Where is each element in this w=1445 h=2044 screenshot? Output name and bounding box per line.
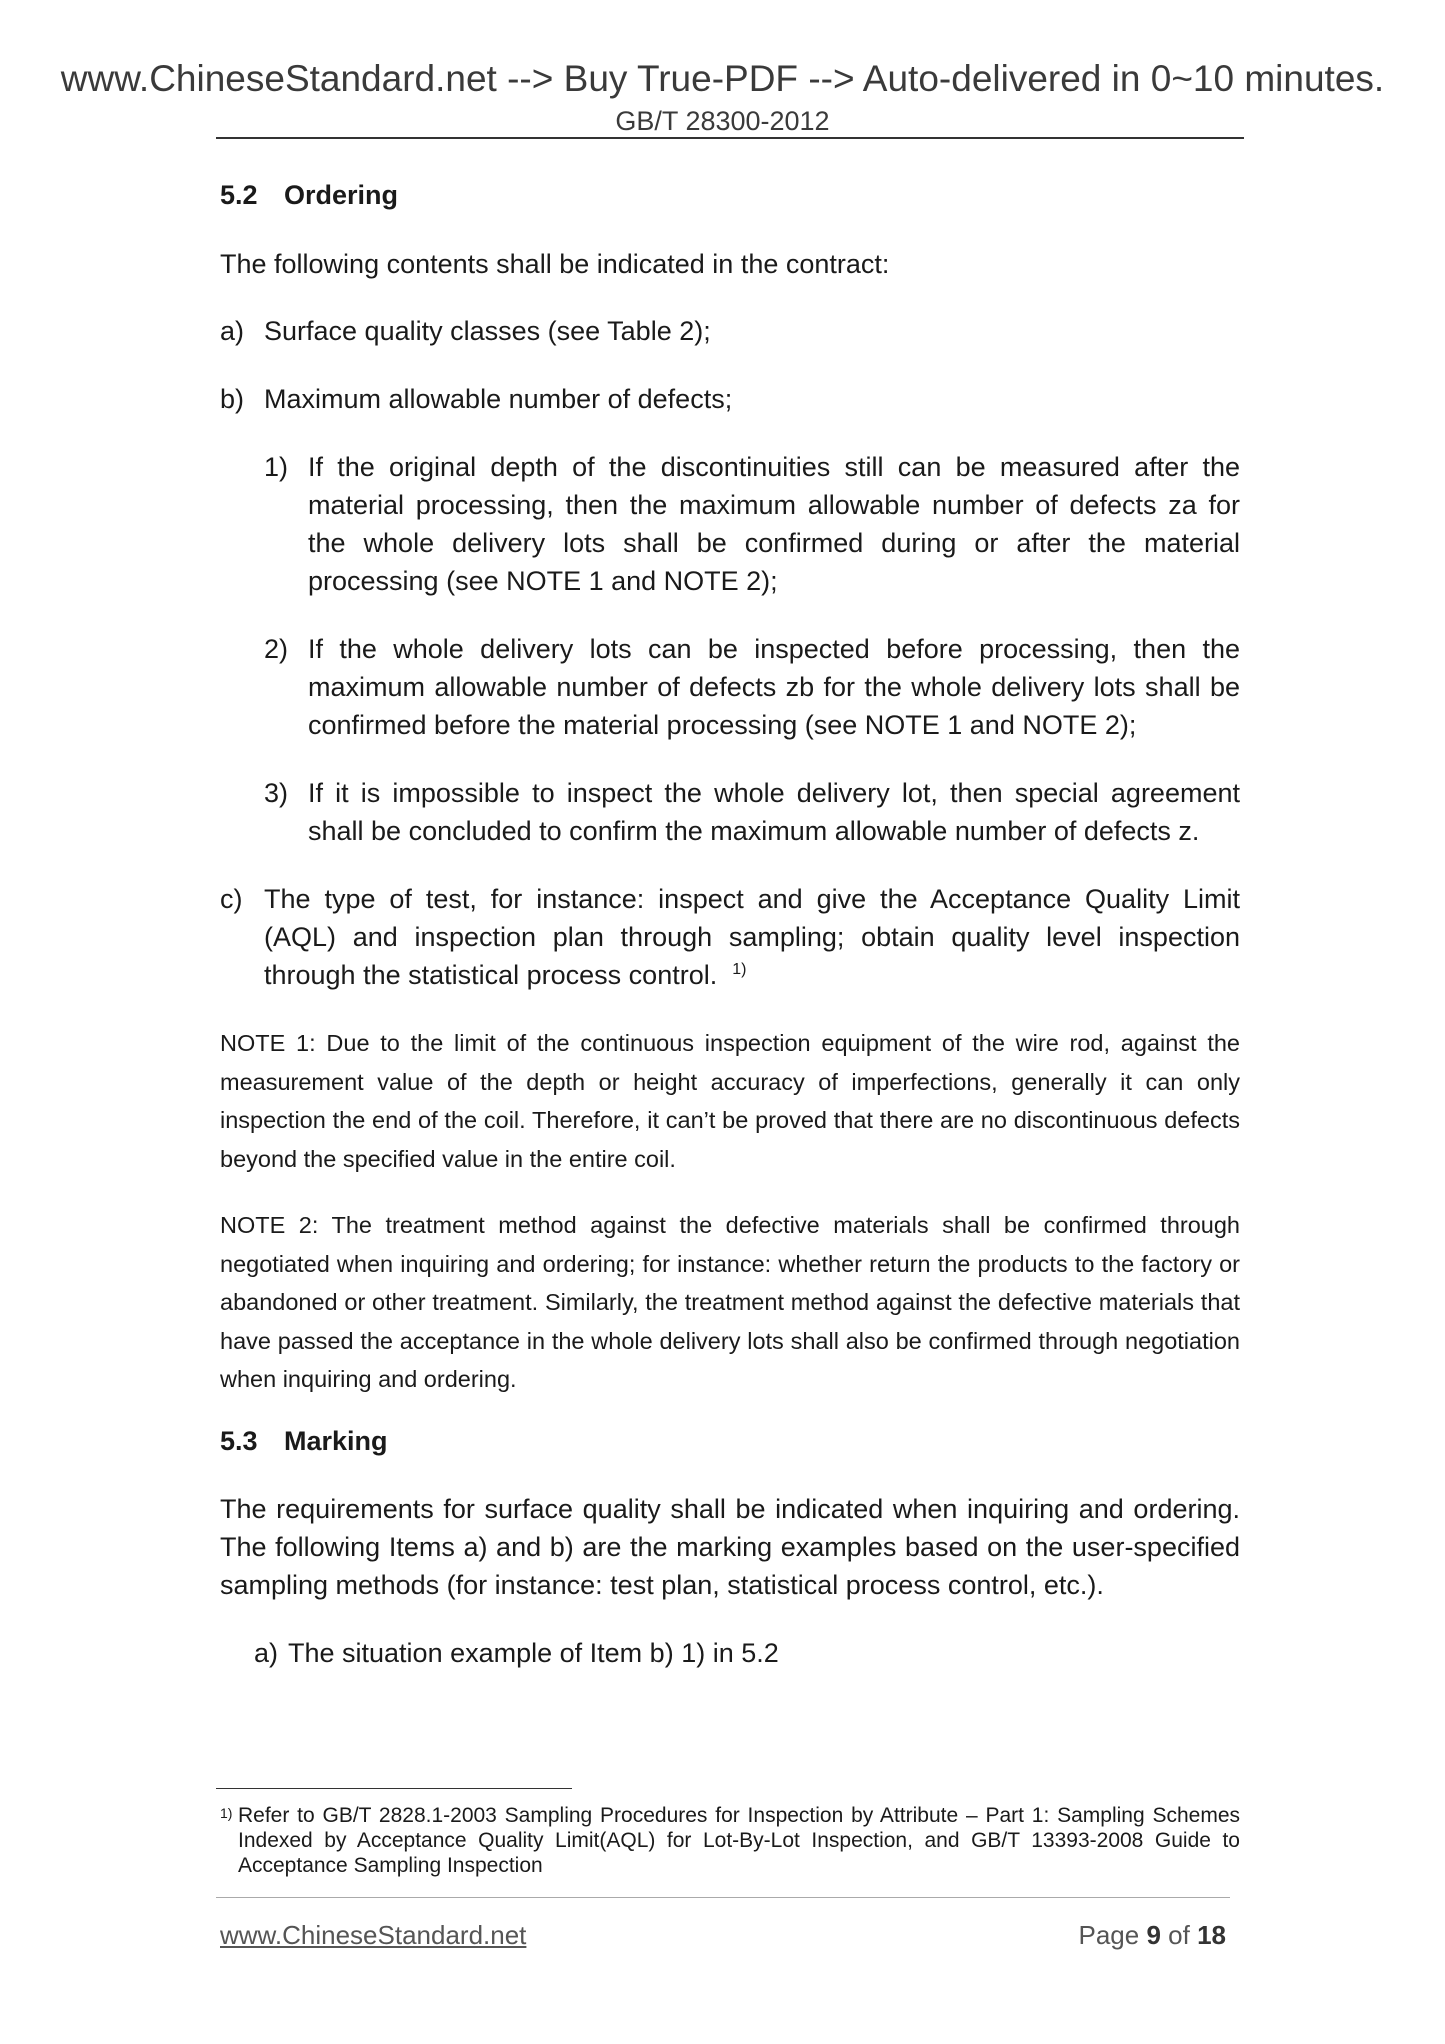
note-2: NOTE 2: The treatment method against the defective materials shall be confirmed through negotiated when inquiring and ordering; for instance: whether return the products to the factory or abandoned or other treatment. Similarly, the treatment method against the defective materials that have passed the acceptance in the whole delivery lots shall also be confirmed through negotiation when inquiring and ordering. [220,1212,1240,1392]
item-label: c) [220,884,243,914]
item-text: Surface quality classes (see Table 2); [264,316,711,346]
page-current: 9 [1146,1920,1161,1950]
site-banner[interactable]: www.ChineseStandard.net --> Buy True-PDF --> Auto-delivered in 0~10 minutes. [60,58,1385,99]
ordering-intro: The following contents shall be indicated in the contract: [220,249,890,279]
list-item [220,880,1240,994]
subitem-text: If the original depth of the discontinuities still can be measured after the material processing, then the maximum allowable number of defects za for the whole delivery lots shall be confirmed during or after the material processing (see NOTE 1 and NOTE 2); [308,452,1240,596]
page-total: 18 [1197,1920,1226,1950]
item-text: The situation example of Item b) 1) in 5.2 [288,1638,779,1668]
sub-list-item [264,448,1240,600]
section-number: 5.2 [220,180,258,210]
section-5-3-heading [220,1423,388,1459]
sub-list-item [264,774,1240,850]
footnote-reference[interactable]: 1) [732,961,747,978]
footer-divider [216,1897,1230,1898]
sub-list-item [264,630,1240,744]
subitem-label: 3) [264,778,289,808]
item-text: The type of test, for instance: inspect and give the Acceptance Quality Limit (AQL) and inspection plan through sampling; obtain quality level inspection through the statistical process control. [264,884,1240,990]
standard-code: GB/T 28300-2012 [615,106,830,136]
list-item [220,380,1240,418]
subitem-text: If it is impossible to inspect the whole delivery lot, then special agreement shall be concluded to confirm the maximum allowable number of defects z. [308,778,1240,846]
footnote-divider [216,1788,572,1789]
note-1: NOTE 1: Due to the limit of the continuous inspection equipment of the wire rod, against the measurement value of the depth or height accuracy of imperfections, generally it can only inspection the end of the coil. Therefore, it can’t be proved that there are no discontinuous defects beyond the specified value in the entire coil. [220,1030,1240,1172]
section-title: Ordering [284,180,399,210]
section-title: Marking [284,1426,388,1456]
section-5-2-heading [220,177,398,213]
list-item [254,1634,1240,1672]
item-text: Maximum allowable number of defects; [264,384,733,414]
footer-site-link[interactable]: www.ChineseStandard.net [220,1920,527,1950]
subitem-label: 2) [264,634,289,664]
list-item [220,312,1240,350]
item-label: a) [254,1638,279,1668]
subitem-text: If the whole delivery lots can be inspected before processing, then the maximum allowable number of defects zb for the whole delivery lots shall be confirmed before the material processing (see NOTE 1 and NOTE 2); [308,634,1240,740]
section-number: 5.3 [220,1426,258,1456]
footnote [220,1803,1240,1878]
marking-intro: The requirements for surface quality shall be indicated when inquiring and ordering. The following Items a) and b) are the marking examples based on the user-specified sampling methods (for instance: test plan, statistical process control, etc.). [220,1494,1240,1600]
page-word: Page [1078,1920,1140,1950]
header-divider [216,137,1244,139]
item-label: b) [220,384,245,414]
page-of: of [1168,1920,1190,1950]
item-label: a) [220,316,245,346]
footnote-text: Refer to GB/T 2828.1-2003 Sampling Procedures for Inspection by Attribute – Part 1: Sampling Schemes Indexed by Acceptance Quality Limit(AQL) for Lot-By-Lot Inspection, and GB/T 13393-2008 Guide to Acceptance Sampling Inspection [238,1804,1240,1877]
footnote-mark: 1) [220,1805,233,1821]
subitem-label: 1) [264,452,289,482]
page-indicator [1078,1918,1226,1952]
